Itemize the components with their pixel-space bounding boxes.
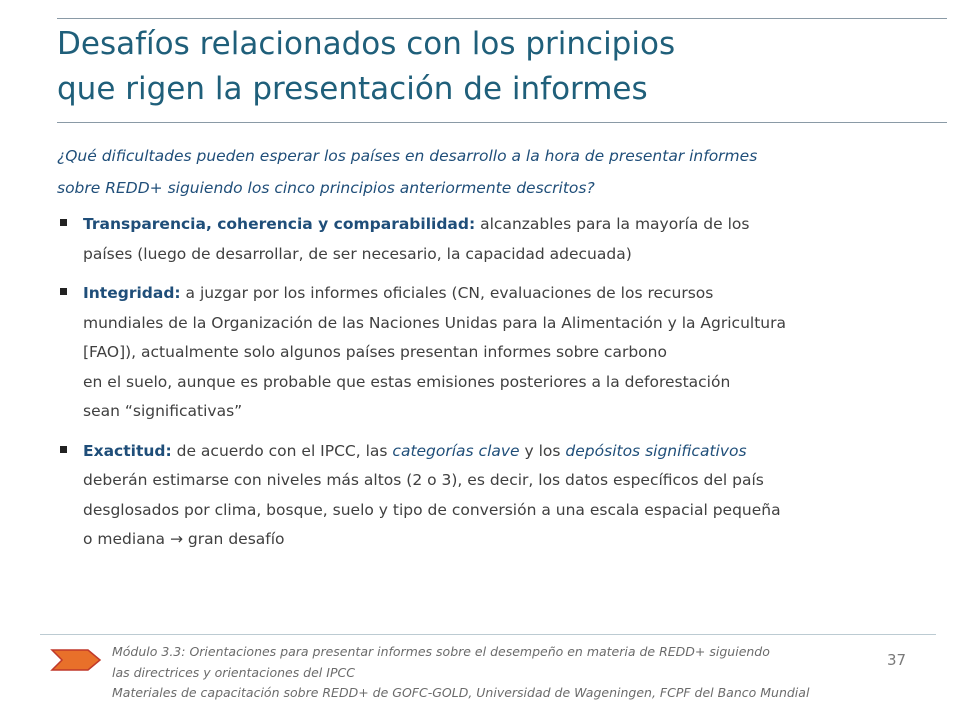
bullet-exactitud	[57, 437, 937, 555]
title-rule	[57, 122, 947, 123]
footer-citation	[112, 642, 902, 704]
slide-body	[57, 140, 937, 565]
bullet-square-icon	[60, 288, 67, 295]
bullet-line: [FAO]), actualmente solo algunos países presentan informes sobre carbono	[83, 343, 667, 361]
title-line-1: Desafíos relacionados con los principios	[57, 26, 676, 62]
bullet-line: deberán estimarse con niveles más altos (2 o 3), es decir, los datos específicos del país	[83, 471, 764, 489]
bullet-line	[83, 279, 937, 309]
bullet-heading: Transparencia, coherencia y comparabilidad:	[83, 215, 476, 233]
bullet-text: a juzgar por los informes oficiales (CN, evaluaciones de los recursos	[180, 284, 714, 302]
bullet-line: o mediana → gran desafío	[83, 530, 285, 548]
bullet-emphasis: categorías clave	[392, 441, 520, 460]
page-number: 37	[887, 651, 907, 669]
bullet-heading: Integridad:	[83, 284, 181, 302]
bullet-line: países (luego de desarrollar, de ser necesario, la capacidad adecuada)	[83, 244, 632, 263]
footer-line-1: Módulo 3.3: Orientaciones para presentar informes sobre el desempeño en materia de REDD+ siguiendo	[112, 644, 770, 659]
bullet-square-icon	[60, 446, 67, 453]
bullet-emphasis: depósitos significativos	[565, 441, 747, 460]
bullet-transparencia	[57, 210, 937, 269]
footer-rule	[40, 634, 936, 635]
intro-question	[57, 140, 937, 204]
intro-line-1: ¿Qué dificultades pueden esperar los países en desarrollo a la hora de presentar informes	[57, 147, 758, 165]
slide-title	[57, 22, 937, 112]
bullet-heading: Exactitud:	[83, 441, 172, 460]
bullet-line: en el suelo, aunque es probable que estas emisiones posteriores a la deforestación	[83, 372, 731, 391]
bullet-text: de acuerdo con el IPCC, las	[171, 441, 393, 460]
bullet-line: sean “significativas”	[83, 402, 243, 420]
chevron-arrow-icon	[50, 648, 102, 676]
footer-line-3: Materiales de capacitación sobre REDD+ de GOFC-GOLD, Universidad de Wageningen, FCPF del Banco Mundial	[112, 685, 810, 700]
bullet-integridad	[57, 279, 937, 427]
intro-line-2: sobre REDD+ siguiendo los cinco principios anteriormente descritos?	[57, 179, 595, 197]
bullet-line: mundiales de la Organización de las Naciones Unidas para la Alimentación y la Agricultura	[83, 313, 786, 332]
bullet-line: desglosados por clima, bosque, suelo y tipo de conversión a una escala espacial pequeña	[83, 500, 781, 519]
bullet-line	[83, 210, 937, 240]
top-rule	[57, 18, 947, 19]
footer-line-2: las directrices y orientaciones del IPCC	[112, 664, 355, 680]
title-line-2: que rigen la presentación de informes	[57, 71, 648, 107]
bullet-text: alcanzables para la mayoría de los	[475, 215, 750, 233]
bullet-text: y los	[519, 441, 566, 460]
bullet-line	[83, 437, 937, 467]
bullet-square-icon	[60, 219, 67, 226]
